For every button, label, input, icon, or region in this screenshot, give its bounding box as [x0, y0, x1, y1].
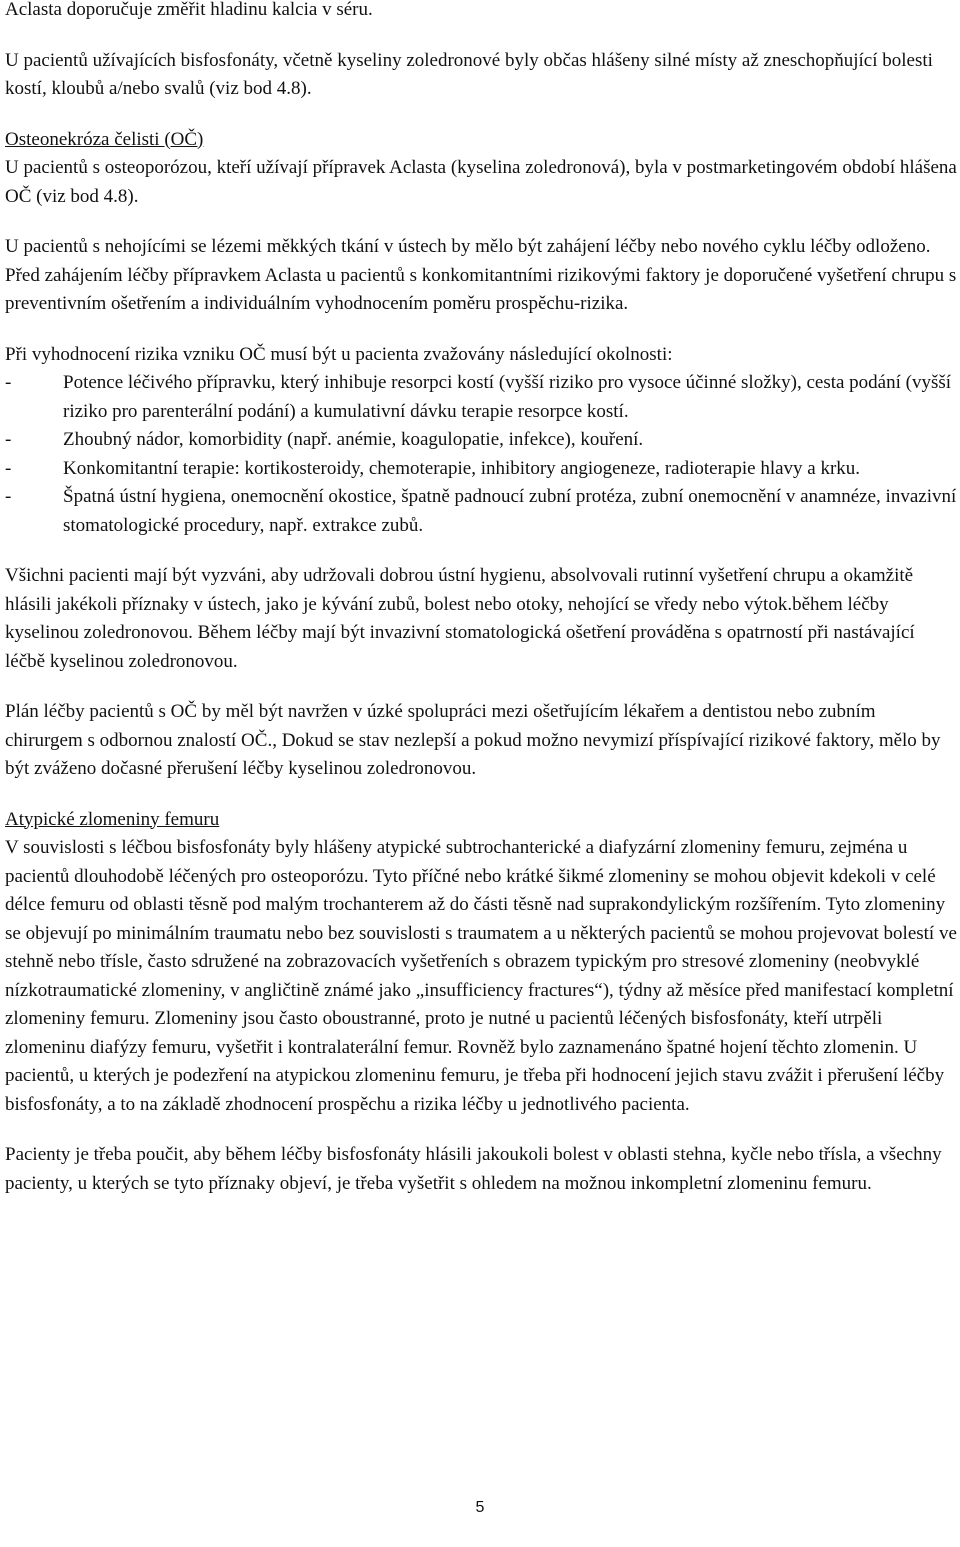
calcium-paragraph: Aclasta doporučuje změřit hladinu kalcia v séru.	[5, 0, 373, 20]
risk-item: - Zhoubný nádor, komorbidity (např. anémie, koagulopatie, infekce), kouření.	[5, 426, 957, 455]
femur-text: V souvislosti s léčbou bisfosfonáty byly hlášeny atypické subtrochanterické a diafyzární zlomeniny femuru, zejména u pacientů dlouhodobě léčených pro osteoporózu. Tyto příčné nebo krátké šikmé zlomeniny se mohou objevit kdekoli v celé délce femuru od oblasti těsně pod malým trochanterem až do části těsně nad suprakondylickým rozšířením. Tyto zlomeniny se objevují po minimálním traumatu nebo bez souvislosti s traumatem a u některých pacientů se mohou projevovat bolestí ve stehně nebo třísle, často sdružené na zobrazovacích vyšetřeních s obrazem typickým pro stresové zlomeniny (neobvyklé nízkotraumatické zlomeniny, v angličtině známé jako „insufficiency fractures“), týdny až měsíce před manifestací kompletní zlomeniny femuru. Zlomeniny jsou často oboustranné, proto je nutné u pacientů léčených bisfosfonáty, kteří utrpěli zlomeninu diafýzy femuru, vyšetřit i kontralaterální femur. Rovněž bylo zaznamenáno špatné hojení těchto zlomenin. U pacientů, u kterých je podezření na atypickou zlomeninu femuru, je třeba při hodnocení jejich stavu zvážit i přerušení léčby bisfosfonáty, a to na základě zhodnocení prospěchu a rizika léčby u jednotlivého pacienta.	[5, 837, 957, 1115]
onj-section	[5, 126, 957, 212]
patient-advice-paragraph: Pacienty je třeba poučit, aby během léčby bisfosfonáty hlásili jakoukoli bolest v oblasti stehna, kyčle nebo třísla, a všechny pacienty, u kterých se tyto příznaky objeví, je třeba vyšetřit s ohledem na možnou inkompletní zlomeninu femuru.	[5, 1144, 942, 1194]
femur-heading: Atypické zlomeniny femuru	[5, 808, 220, 830]
risk-item: - Špatná ústní hygiena, onemocnění okostice, špatně padnoucí zubní protéza, zubní onemocnění v anamnéze, invazivní stomatologické procedury, např. extrakce zubů.	[5, 483, 957, 540]
lesion-paragraph: U pacientů s nehojícími se lézemi měkkých tkání v ústech by mělo být zahájení léčby nebo nového cyklu léčby odloženo. Před zahájením léčby přípravkem Aclasta u pacientů s konkomitantními rizikovými faktory je doporučené vyšetření chrupu s preventivním ošetřením a individuálním vyhodnocením poměru prospěchu-rizika.	[5, 236, 957, 314]
risk-factor-list	[5, 369, 957, 540]
document-page	[5, 0, 957, 1220]
femur-section	[5, 806, 957, 1120]
bone-pain-paragraph: U pacientů užívajících bisfosfonáty, včetně kyseliny zoledronové byly občas hlášeny silné místy až zneschopňující bolesti kostí, kloubů a/nebo svalů (viz bod 4.8).	[5, 49, 933, 99]
page-number: 5	[475, 1499, 485, 1516]
onj-heading: Osteonekróza čelisti (OČ)	[5, 128, 204, 150]
risk-item: - Konkomitantní terapie: kortikosteroidy, chemoterapie, inhibitory angiogeneze, radioterapie hlavy a krku.	[5, 455, 957, 484]
treatment-plan-paragraph: Plán léčby pacientů s OČ by měl být navržen v úzké spolupráci mezi ošetřujícím lékařem a dentistou nebo zubním chirurgem s odbornou znalostí OČ., Dokud se stav nezlepší a pokud možno nevymizí příspívající rizikové faktory, mělo by být zváženo dočasné přerušení léčby kyselinou zoledronovou.	[5, 701, 941, 779]
risk-section	[5, 341, 957, 541]
hygiene-paragraph: Všichni pacienti mají být vyzváni, aby udržovali dobrou ústní hygienu, absolvovali rutinní vyšetření chrupu a okamžitě hlásili jakékoli příznaky v ústech, jako je kývání zubů, bolest nebo otoky, nehojící se vředy nebo výtok.během léčby kyselinou zoledronovou. Během léčby mají být invazivní stomatologická ošetření prováděna s opatrností při nastávající léčbě kyselinou zoledronovou.	[5, 565, 915, 672]
risk-item: - Potence léčivého přípravku, který inhibuje resorpci kostí (vyšší riziko pro vysoce účinné složky), cesta podání (vyšší riziko pro parenterální podání) a kumulativní dávku terapie resorpce kostí.	[5, 369, 957, 426]
risk-intro: Při vyhodnocení rizika vzniku OČ musí být u pacienta zvažovány následující okolnosti:	[5, 343, 673, 365]
onj-text: U pacientů s osteoporózou, kteří užívají přípravek Aclasta (kyselina zoledronová), byla v postmarketingovém období hlášena OČ (viz bod 4.8).	[5, 157, 957, 207]
